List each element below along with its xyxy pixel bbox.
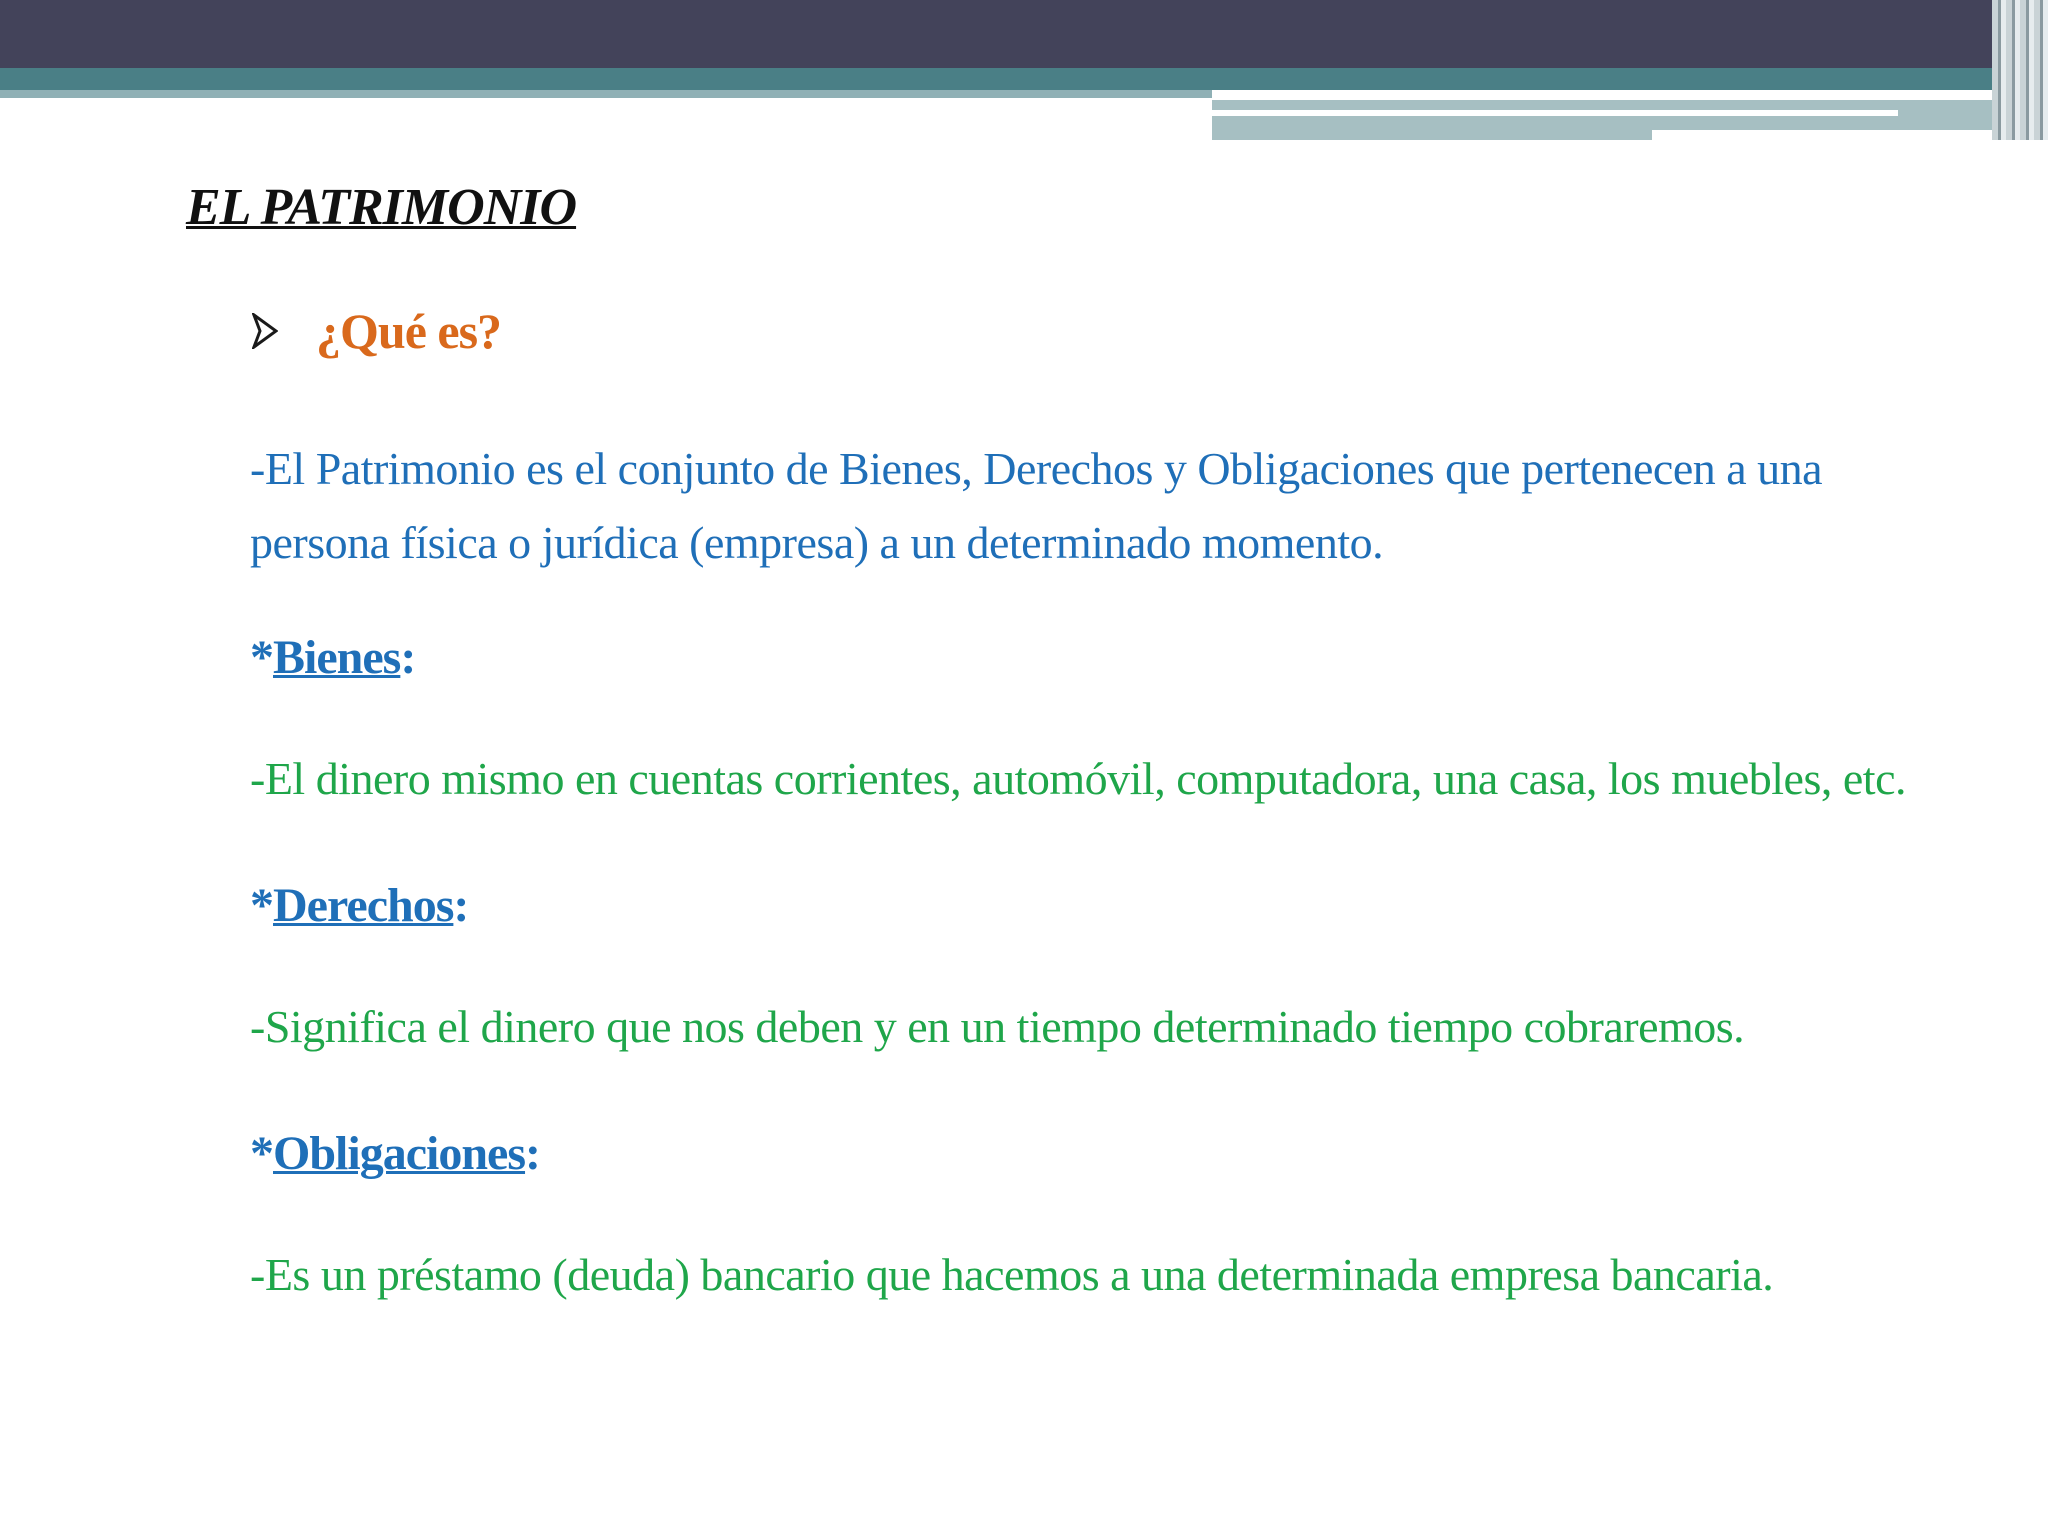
header-teal-bar (0, 68, 2048, 90)
term-obligaciones (250, 1126, 540, 1181)
term-label: Obligaciones (273, 1127, 526, 1180)
page-title: EL PATRIMONIO (186, 179, 577, 236)
term-prefix: * (250, 1127, 273, 1180)
definition-text: -El Patrimonio es el conjunto de Bienes, Derechos y Obligaciones que pertenecen a una persona física o jurídica (empresa) a un determinado momento. (250, 443, 1823, 568)
arrowhead-bullet-icon (252, 313, 278, 349)
term-prefix: * (250, 879, 273, 932)
term-prefix: * (250, 631, 273, 684)
term-bienes (250, 630, 415, 685)
term-suffix: : (400, 631, 416, 684)
header-right-line (1212, 110, 1898, 116)
term-label: Bienes (273, 631, 401, 684)
header-teal-thin-bar (0, 90, 1212, 98)
term-derechos (250, 878, 468, 933)
header-right-bar-small (1212, 130, 1652, 140)
term-suffix: : (453, 879, 469, 932)
term-label: Derechos (273, 879, 454, 932)
obligaciones-description: -Es un préstamo (deuda) bancario que hacemos a una determinada empresa bancaria. (250, 1249, 1774, 1300)
question-row (252, 302, 501, 360)
term-suffix: : (525, 1127, 541, 1180)
header-dark-bar (0, 0, 2048, 68)
question-heading: ¿Qué es? (316, 303, 502, 359)
bienes-description: -El dinero mismo en cuentas corrientes, automóvil, computadora, una casa, los muebles, etc. (250, 753, 1906, 804)
derechos-description: -Significa el dinero que nos deben y en un tiempo determinado tiempo cobraremos. (250, 1001, 1745, 1052)
header-stripes (1992, 0, 2048, 140)
